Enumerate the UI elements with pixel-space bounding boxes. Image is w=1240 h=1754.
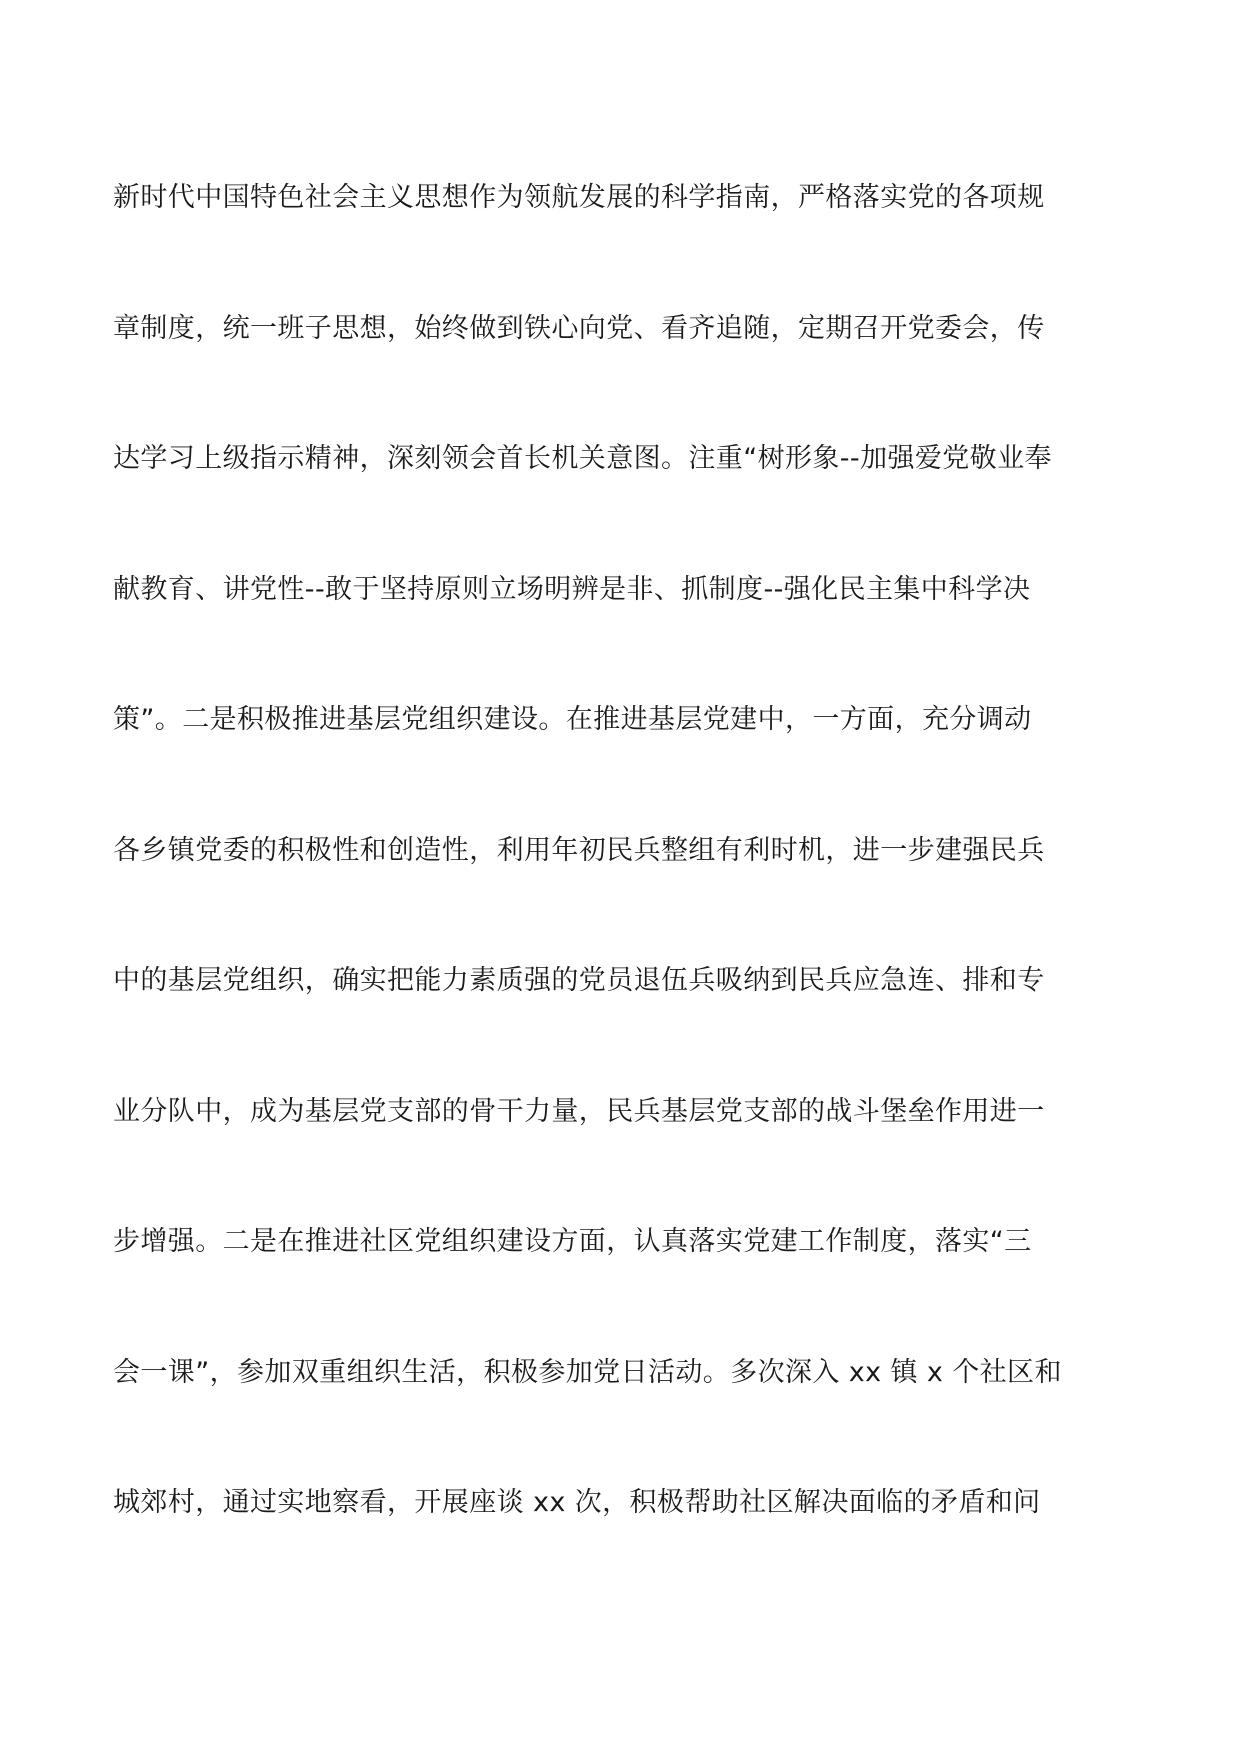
body-text xyxy=(113,172,1143,1608)
text-line-11: 城郊村，通过实地察看，开展座谈 xx 次，积极帮助社区解决面临的矛盾和问 xyxy=(113,1487,1041,1518)
text-line-8: 业分队中，成为基层党支部的骨干力量，民兵基层党支部的战斗堡垒作用进一 xyxy=(113,1095,1045,1127)
text-line-9: 步增强。二是在推进社区党组织建设方面，认真落实党建工作制度，落实“三 xyxy=(113,1226,1032,1257)
text-line-5: 策”。二是积极推进基层党组织建设。在推进基层党建中，一方面，充分调动 xyxy=(113,704,1032,735)
text-line-1: 新时代中国特色社会主义思想作为领航发展的科学指南，严格落实党的各项规 xyxy=(113,182,1045,213)
text-line-3: 达学习上级指示精神，深刻领会首长机关意图。注重“树形象--加强爱党敬业奉 xyxy=(113,443,1052,474)
text-line-10: 会一课”，参加双重组织生活，积极参加党日活动。多次深入 xx 镇 x 个社区和 xyxy=(113,1356,1062,1388)
text-line-6: 各乡镇党委的积极性和创造性，利用年初民兵整组有利时机，进一步建强民兵 xyxy=(113,834,1045,866)
text-line-4: 献教育、讲党性--敢于坚持原则立场明辨是非、抓制度--强化民主集中科学决 xyxy=(113,573,1031,605)
text-line-2: 章制度，统一班子思想，始终做到铁心向党、看齐追随，定期召开党委会，传 xyxy=(113,312,1045,344)
text-line-7: 中的基层党组织，确实把能力素质强的党员退伍兵吸纳到民兵应急连、排和专 xyxy=(113,965,1045,996)
